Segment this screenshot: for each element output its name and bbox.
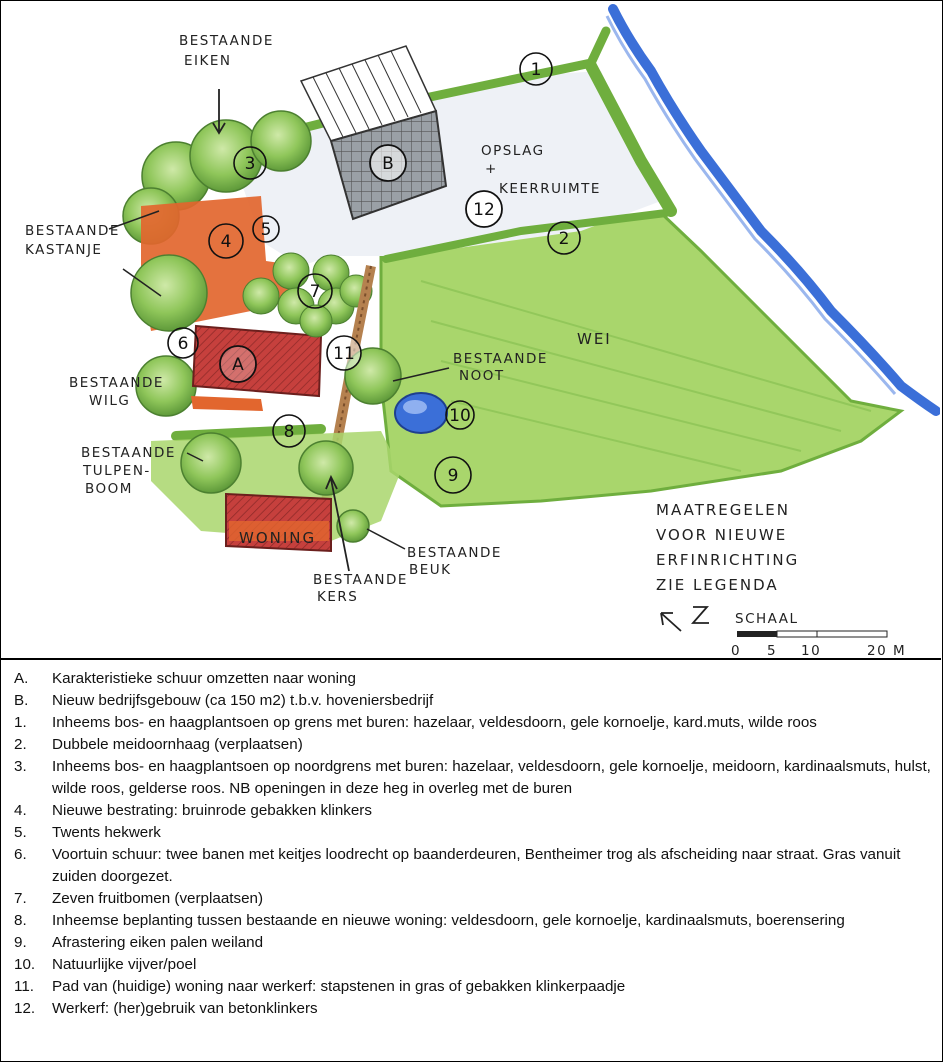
site-plan-map	[1, 1, 940, 658]
legend-text: Inheems bos- en haagplantsoen op grens met buren: hazelaar, veldesdoorn, gele kornoelje, kard.muts, wilde roos	[52, 714, 817, 731]
legend-key: 4.	[14, 802, 27, 819]
map-title-line-2: VOOR NIEUWE	[656, 526, 788, 544]
map-title-line-1: MAATREGELEN	[656, 501, 790, 519]
legend-list	[0, 662, 941, 1020]
legend-text: Twents hekwerk	[52, 824, 161, 841]
legend-text: Inheems bos- en haagplantsoen op noordgrens met buren: hazelaar, veldesdoorn, gele kornoelje, meidoorn, kardinaalsmuts, hulst, wilde roos, gelderse roos. NB openingen in deze heg in overleg met de buren	[52, 758, 931, 797]
marker-b-text: B	[382, 154, 394, 174]
legend-text: Voortuin schuur: twee banen met keitjes loodrecht op baanderdeuren, Bentheimer trog als afscheiding naar straat. Gras vanuit zuiden doorgezet.	[52, 846, 901, 885]
legend-key: 3.	[14, 758, 27, 775]
legend-text: Dubbele meidoornhaag (verplaatsen)	[52, 736, 303, 753]
legend-text: Natuurlijke vijver/poel	[52, 956, 197, 973]
legend-key: 6.	[14, 846, 27, 863]
marker-12-text: 12	[473, 200, 495, 220]
legend-key: 8.	[14, 912, 27, 929]
legend-key: 2.	[14, 736, 27, 753]
label-noot-2: NOOT	[459, 368, 505, 384]
marker-12	[466, 191, 502, 227]
legend-key: 11.	[14, 978, 34, 995]
legend-item	[0, 668, 941, 690]
legend-item	[0, 756, 941, 800]
label-kers-2: KERS	[317, 589, 359, 605]
tree-kastanje	[131, 255, 207, 331]
marker-11	[327, 336, 361, 370]
label-wilg-2: WILG	[89, 393, 131, 409]
label-noot-1: BESTAANDE	[453, 351, 548, 367]
legend-text: Inheemse beplanting tussen bestaande en nieuwe woning: veldesdoorn, gele kornoelje, kardinaalsmuts, boerensering	[52, 912, 845, 929]
label-beuk-1: BESTAANDE	[407, 545, 502, 561]
map-title-line-3: ERFINRICHTING	[656, 551, 800, 569]
label-opslag-2: +	[485, 161, 498, 177]
label-woning: WONING	[239, 529, 317, 547]
legend-text: Zeven fruitbomen (verplaatsen)	[52, 890, 264, 907]
label-kers-1: BESTAANDE	[313, 572, 408, 588]
label-opslag-1: OPSLAG	[481, 143, 545, 159]
legend-text: Pad van (huidige) woning naar werkerf: stapstenen in gras of gebakken klinkerpaadje	[52, 978, 626, 995]
legend-item	[0, 690, 941, 712]
legend-text: Nieuw bedrijfsgebouw (ca 150 m2) t.b.v. hoveniersbedrijf	[52, 692, 434, 709]
scale-tick-10: 10	[801, 643, 822, 658]
scale-tick-5: 5	[767, 643, 778, 658]
label-opslag-3: KEERRUIMTE	[499, 181, 601, 197]
marker-9-text: 9	[447, 466, 459, 486]
building-a	[193, 326, 321, 396]
label-kastanje-1: BESTAANDE	[25, 223, 120, 239]
legend-key: 10.	[14, 956, 36, 973]
marker-7-text: 7	[309, 282, 321, 302]
label-kastanje-2: KASTANJE	[25, 242, 103, 258]
legend-item	[0, 800, 941, 822]
legend-key: B.	[14, 692, 29, 709]
marker-11-text: 11	[333, 344, 355, 364]
label-eiken-2: EIKEN	[184, 53, 232, 69]
legend-item	[0, 954, 941, 976]
marker-10-text: 10	[449, 406, 471, 426]
marker-2-text: 2	[558, 229, 570, 249]
marker-a	[220, 346, 256, 382]
legend-key: 9.	[14, 934, 27, 951]
legend-item	[0, 976, 941, 998]
label-wei: WEI	[577, 330, 612, 348]
label-tulpen-1: BESTAANDE	[81, 445, 176, 461]
legend-text: Karakteristieke schuur omzetten naar woning	[52, 670, 356, 687]
label-tulpen-3: BOOM	[85, 481, 133, 497]
marker-a-text: A	[232, 355, 244, 375]
marker-1-text: 1	[530, 60, 542, 80]
legend-text: Werkerf: (her)gebruik van betonklinkers	[52, 1000, 318, 1017]
legend-item	[0, 844, 941, 888]
label-tulpen-2: TULPEN-	[83, 463, 151, 479]
legend-key: 7.	[14, 890, 27, 907]
label-beuk-2: BEUK	[409, 562, 452, 578]
legend-key: 5.	[14, 824, 27, 841]
legend-text: Nieuwe bestrating: bruinrode gebakken klinkers	[52, 802, 372, 819]
site-plan-svg	[1, 1, 940, 658]
marker-3-text: 3	[244, 154, 256, 174]
marker-b	[370, 145, 406, 181]
legend-key: 1.	[14, 714, 27, 731]
scale-tick-20m: 20 M	[867, 643, 907, 658]
tree-tulpenboom	[181, 433, 241, 493]
legend-item	[0, 712, 941, 734]
scale-tick-0: 0	[731, 643, 742, 658]
legend-item	[0, 932, 941, 954]
marker-10	[446, 401, 474, 429]
legend-text: Afrastering eiken palen weiland	[52, 934, 264, 951]
marker-6-text: 6	[177, 334, 189, 354]
scale-label: SCHAAL	[735, 611, 799, 627]
legend-item	[0, 888, 941, 910]
legend-item	[0, 998, 941, 1020]
label-wilg-1: BESTAANDE	[69, 375, 164, 391]
legend-item	[0, 734, 941, 756]
legend-item	[0, 822, 941, 844]
marker-4-text: 4	[220, 232, 232, 252]
legend-divider	[0, 658, 941, 660]
marker-5-text: 5	[260, 220, 272, 240]
marker-8-text: 8	[283, 422, 295, 442]
label-eiken-1: BESTAANDE	[179, 33, 274, 49]
legend-item	[0, 910, 941, 932]
legend-key: 12.	[14, 1000, 36, 1017]
map-title-line-4: ZIE LEGENDA	[656, 576, 779, 594]
legend-key: A.	[14, 670, 29, 687]
